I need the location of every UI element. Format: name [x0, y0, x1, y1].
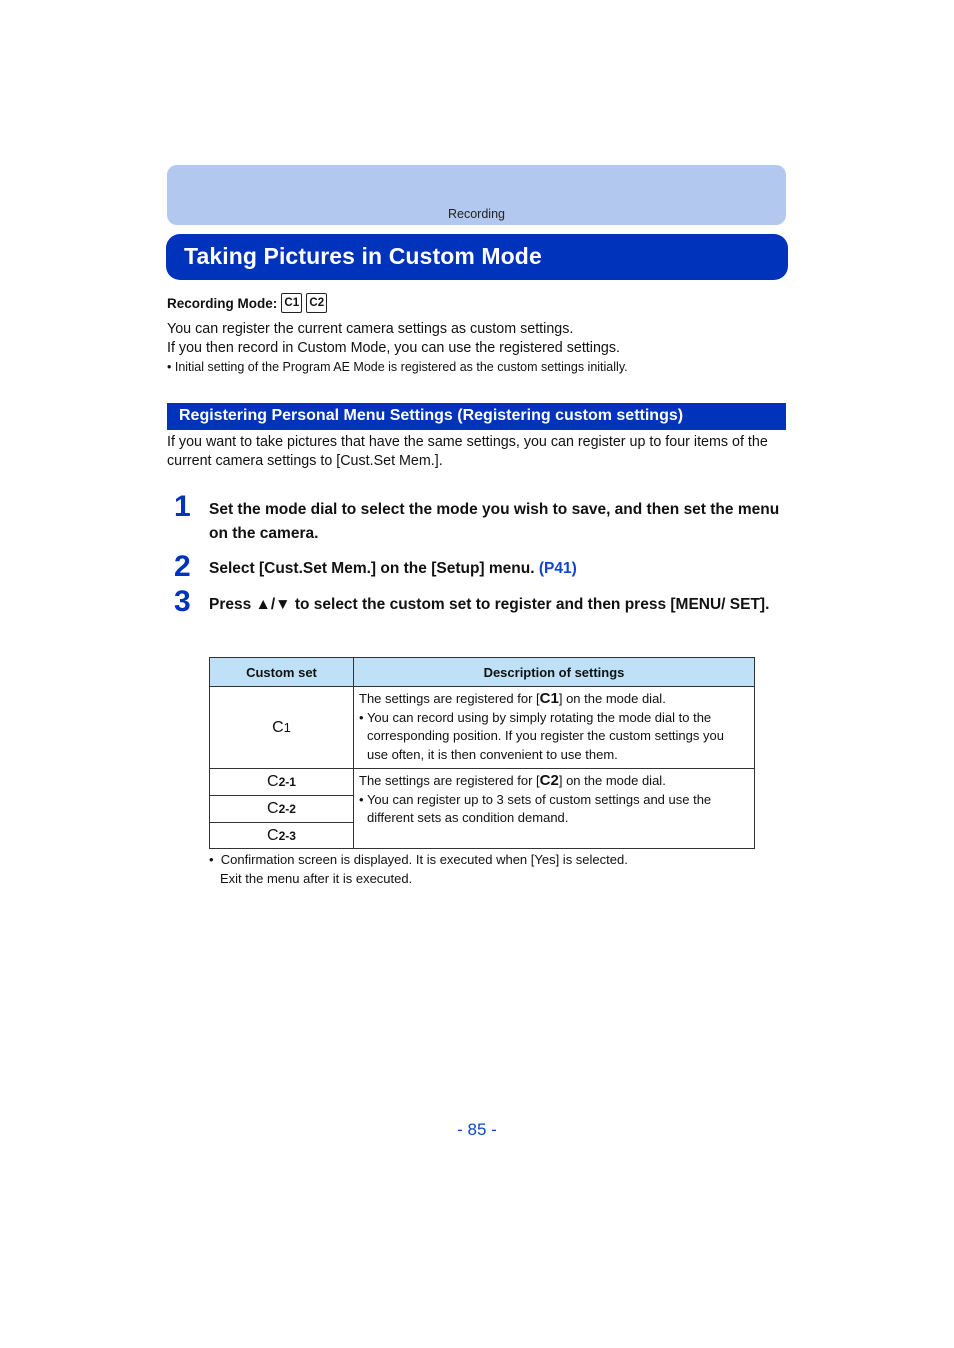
step-2 — [209, 557, 784, 581]
custom-mode-1-icon: C1 — [281, 293, 302, 313]
table-row — [210, 687, 755, 769]
page-title: Taking Pictures in Custom Mode — [184, 243, 542, 269]
subsection-bar — [167, 403, 786, 430]
description-c2-line: The settings are registered for [C2] on the mode dial. — [359, 772, 666, 789]
custom-set-c2-1: C2-1 — [210, 769, 354, 796]
col-header-custom-set: Custom set — [210, 658, 354, 687]
page-number: - 85 - — [457, 1120, 497, 1139]
custom-mode-2-icon: C2 — [306, 293, 327, 313]
step-3-text: Press ▲/▼ to select the custom set to register and then press [MENU/ SET]. — [209, 596, 770, 613]
subsection-text: If you want to take pictures that have the same settings, you can register up to four items of the current camera settings to [Cust.Set Mem.]. — [167, 434, 768, 469]
table-header-row — [210, 658, 755, 687]
header-band — [167, 165, 786, 225]
intro-note: • Initial setting of the Program AE Mode is registered as the custom settings initially. — [167, 360, 628, 374]
description-c2-bullet: • You can register up to 3 sets of custom settings and use the different sets as condition demand. — [359, 791, 712, 825]
custom-2-icon: C — [267, 800, 279, 817]
description-c1-line: The settings are registered for [C1] on the mode dial. — [359, 690, 666, 707]
intro-line-2: If you then record in Custom Mode, you can use the registered settings. — [167, 340, 620, 356]
step-1-number: 1 — [174, 490, 191, 523]
custom-set-c2-2: C2-2 — [210, 796, 354, 823]
col-header-description: Description of settings — [354, 658, 755, 687]
custom-2-icon: C — [267, 826, 279, 844]
custom-set-c1: C1 — [210, 687, 354, 769]
subsection-title: Registering Personal Menu Settings (Registering custom settings) — [179, 407, 684, 424]
title-bar — [166, 234, 788, 280]
custom-1-icon: C1 — [539, 690, 559, 707]
intro-line-1: You can register the current camera settings as custom settings. — [167, 321, 574, 337]
custom-set-c2-3: C2-3 — [210, 823, 354, 849]
page-link-p41[interactable]: (P41) — [538, 560, 577, 577]
footnote-line-2: Exit the menu after it is executed. — [220, 871, 413, 886]
step-2-text: Select [Cust.Set Mem.] on the [Setup] menu. — [209, 560, 535, 577]
step-3-number: 3 — [174, 585, 191, 618]
step-1-text: Set the mode dial to select the mode you wish to save, and then set the menu on the camera. — [209, 501, 780, 542]
footnote — [209, 850, 628, 888]
recording-mode — [167, 293, 327, 313]
description-c1 — [354, 687, 755, 769]
footnote-line-1: • Confirmation screen is displayed. It is executed when [Yes] is selected. — [209, 852, 628, 867]
step-2-number: 2 — [174, 550, 191, 583]
recording-mode-label: Recording Mode: — [167, 295, 278, 311]
description-c2 — [354, 769, 755, 849]
custom-1-icon: C — [272, 718, 284, 736]
section-label: Recording — [448, 207, 505, 221]
custom-set-table — [209, 657, 755, 849]
table-row — [210, 769, 755, 796]
description-c1-bullet: • You can record using by simply rotating the mode dial to the corresponding position. If you register the custom settings you use often, it is then convenient to use them. — [359, 709, 724, 762]
custom-2-icon: C — [267, 773, 279, 790]
custom-2-icon: C2 — [539, 772, 559, 789]
